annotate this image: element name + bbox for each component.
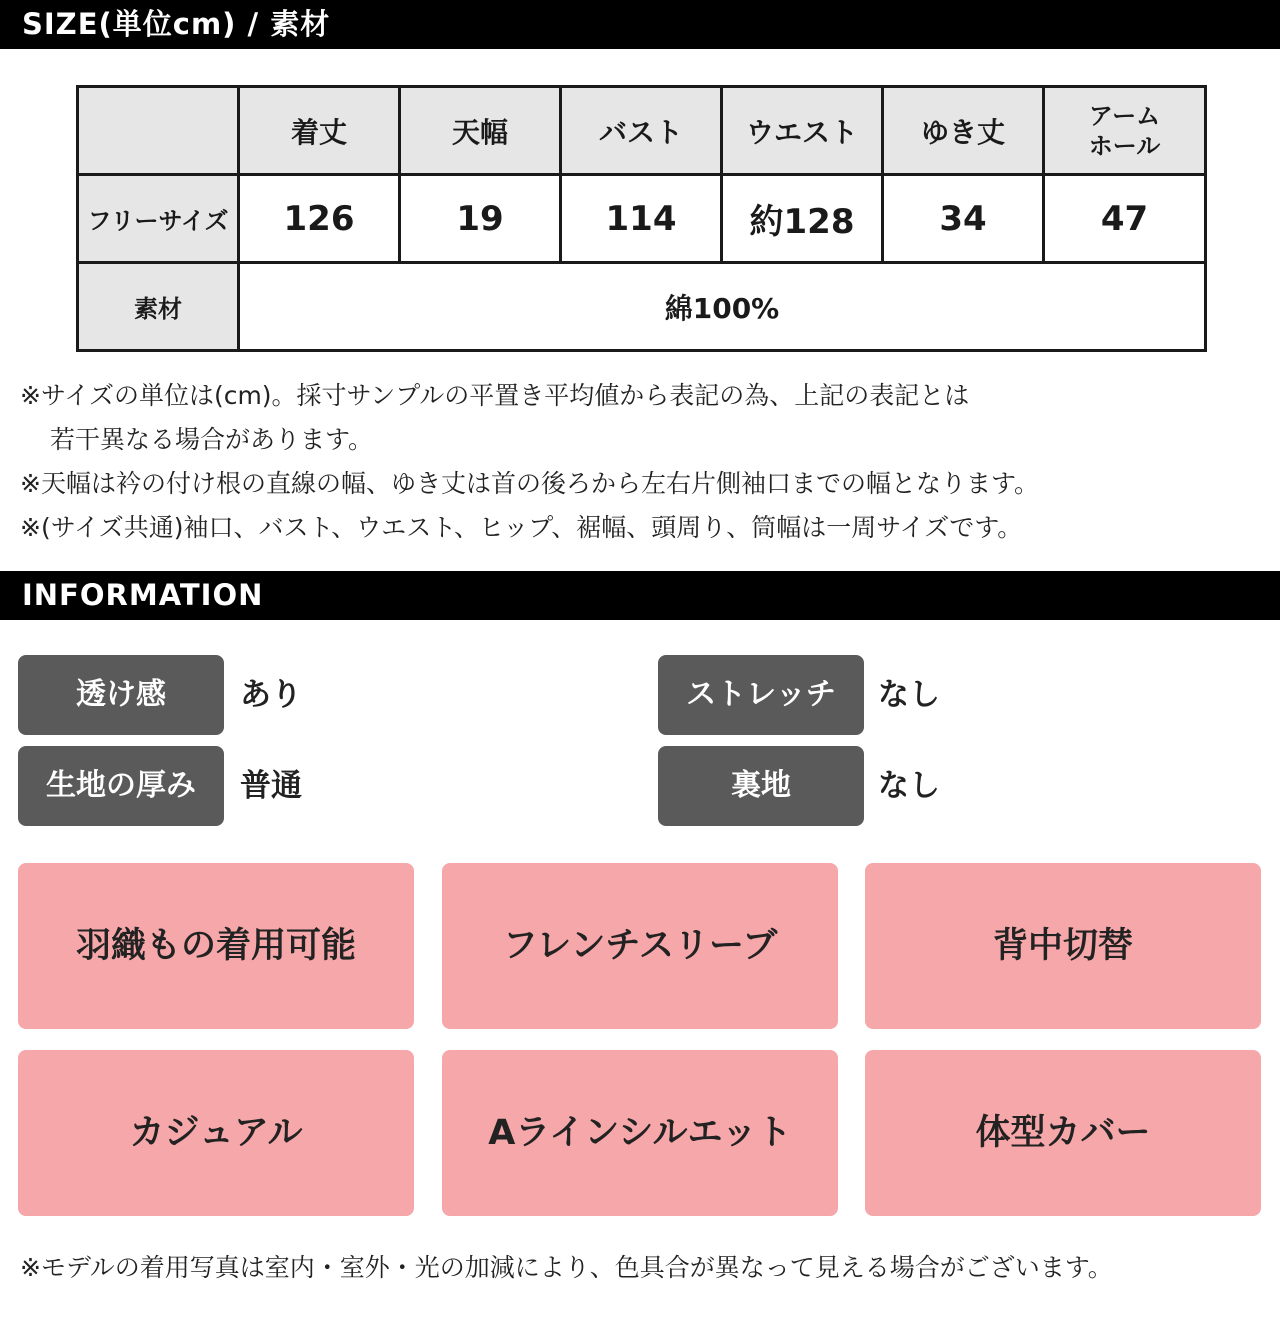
row-label-free-size: フリーサイズ [78, 175, 239, 263]
size-table-material-row [78, 263, 1206, 351]
information-section-title: INFORMATION [0, 571, 1280, 620]
attr-value-thickness: 普通 [240, 768, 302, 804]
attr-value-transparency: あり [240, 677, 302, 713]
attr-value-stretch: なし [878, 677, 940, 713]
attr-value-lining: なし [878, 768, 940, 804]
value-waist: 約128 [722, 175, 883, 263]
size-table-header-row [78, 87, 1206, 175]
feature-casual: カジュアル [18, 1050, 414, 1216]
feature-a-line-silhouette: Aラインシルエット [442, 1050, 838, 1216]
value-shoulder-width: 19 [400, 175, 561, 263]
note-line-3: ※天幅は衿の付け根の直線の幅、ゆき丈は首の後ろから左右片側袖口までの幅となります。 [20, 469, 1039, 498]
size-section-title: SIZE(単位cm) / 素材 [0, 0, 1280, 49]
feature-body-cover: 体型カバー [865, 1050, 1261, 1216]
attr-label-thickness: 生地の厚み [18, 746, 224, 826]
note-line-1: ※サイズの単位は(cm)。採寸サンプルの平置き平均値から表記の為、上記の表記とは [20, 381, 970, 410]
attr-label-stretch: ストレッチ [658, 655, 864, 735]
feature-back-panel: 背中切替 [865, 863, 1261, 1029]
size-table [76, 85, 1207, 352]
header-length: 着丈 [239, 87, 400, 175]
value-material: 綿100% [239, 263, 1206, 351]
header-sleeve-length: ゆき丈 [883, 87, 1044, 175]
size-table-free-size-row [78, 175, 1206, 263]
value-bust: 114 [561, 175, 722, 263]
feature-french-sleeve: フレンチスリーブ [442, 863, 838, 1029]
value-length: 126 [239, 175, 400, 263]
row-label-material: 素材 [78, 263, 239, 351]
header-armhole-line2: ホール [1088, 131, 1161, 160]
attr-label-lining: 裏地 [658, 746, 864, 826]
header-empty-cell [78, 87, 239, 175]
note-line-2: 若干異なる場合があります。 [50, 425, 374, 454]
header-shoulder-width: 天幅 [400, 87, 561, 175]
header-waist: ウエスト [722, 87, 883, 175]
header-bust: バスト [561, 87, 722, 175]
header-armhole [1044, 87, 1206, 175]
attr-label-transparency: 透け感 [18, 655, 224, 735]
value-armhole: 47 [1044, 175, 1206, 263]
footer-note: ※モデルの着用写真は室内・室外・光の加減により、色具合が異なって見える場合がございます。 [20, 1253, 1113, 1282]
size-notes [20, 374, 1260, 550]
value-sleeve-length: 34 [883, 175, 1044, 263]
header-armhole-line1: アーム [1088, 101, 1161, 130]
note-line-4: ※(サイズ共通)袖口、バスト、ウエスト、ヒップ、裾幅、頭周り、筒幅は一周サイズです。 [20, 513, 1023, 542]
feature-cardigan-compatible: 羽織もの着用可能 [18, 863, 414, 1029]
